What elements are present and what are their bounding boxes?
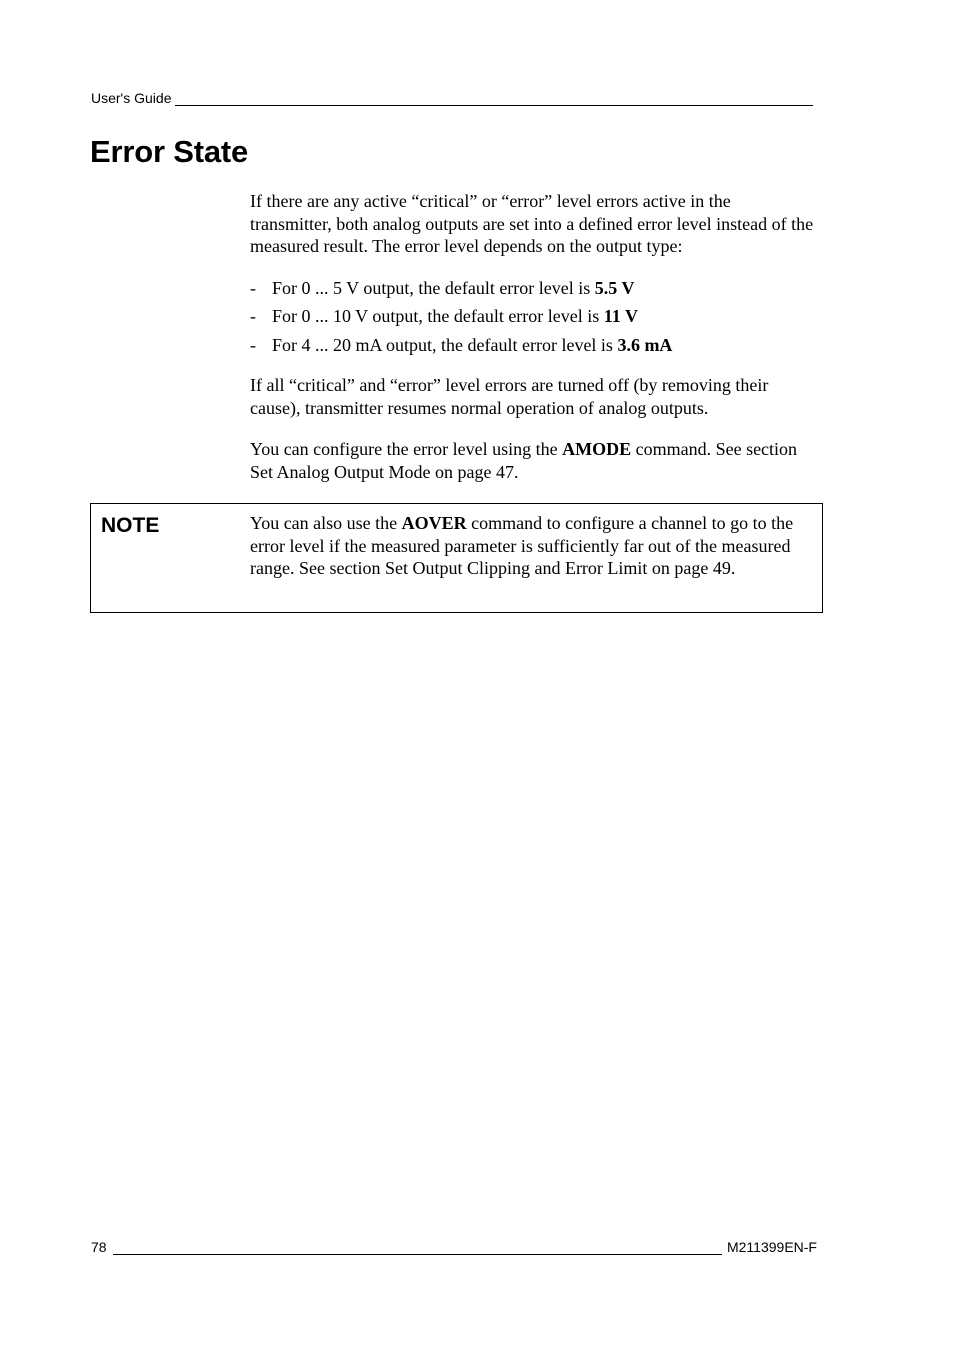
list-item [250, 305, 815, 328]
list-item-text: For 0 ... 10 V output, the default error level is [272, 306, 604, 326]
header-label: User's Guide [91, 90, 172, 106]
error-level-value: 5.5 V [594, 277, 635, 298]
list-item [250, 334, 815, 357]
header-rule [175, 92, 813, 106]
intro-paragraph: If there are any active “critical” or “error” level errors active in the transmitter, both analog outputs are set into a defined error level instead of the measured result. The error level depends on the output type: [250, 191, 814, 256]
list-item-text: For 0 ... 5 V output, the default error level is [272, 277, 595, 298]
note-text-before: You can also use the [250, 513, 402, 533]
error-level-value: 3.6 mA [617, 334, 673, 355]
running-footer [91, 1239, 817, 1255]
aover-command: AOVER [401, 513, 467, 533]
running-header [91, 90, 813, 106]
configure-paragraph [250, 438, 815, 483]
page-number: 78 [91, 1239, 107, 1255]
configure-text-before: You can configure the error level using the [250, 439, 563, 459]
bullet-dash: - [250, 277, 256, 298]
configure-text-after: command. See section Set Analog Output Mode on page 47. [250, 439, 798, 482]
footer-rule [113, 1241, 722, 1255]
bullet-dash: - [250, 306, 256, 326]
error-level-list [250, 277, 815, 357]
amode-command: AMODE [562, 439, 632, 459]
note-box [90, 503, 823, 613]
document-code: M211399EN-F [726, 1239, 817, 1255]
list-item [250, 277, 815, 300]
body-text [250, 190, 815, 502]
resume-paragraph: If all “critical” and “error” level errors are turned off (by removing their cause), transmitter resumes normal operation of analog outputs. [250, 375, 769, 418]
note-text [250, 512, 812, 580]
note-text-after: command to configure a channel to go to the error level if the measured parameter is sufficiently far out of the measured range. See section Set Output Clipping and Error Limit on page 49. [250, 513, 794, 578]
page-title: Error State [90, 134, 249, 169]
list-item-text: For 4 ... 20 mA output, the default error level is [272, 334, 618, 355]
bullet-dash: - [250, 334, 256, 355]
error-level-value: 11 V [603, 306, 638, 326]
note-label: NOTE [101, 514, 160, 537]
